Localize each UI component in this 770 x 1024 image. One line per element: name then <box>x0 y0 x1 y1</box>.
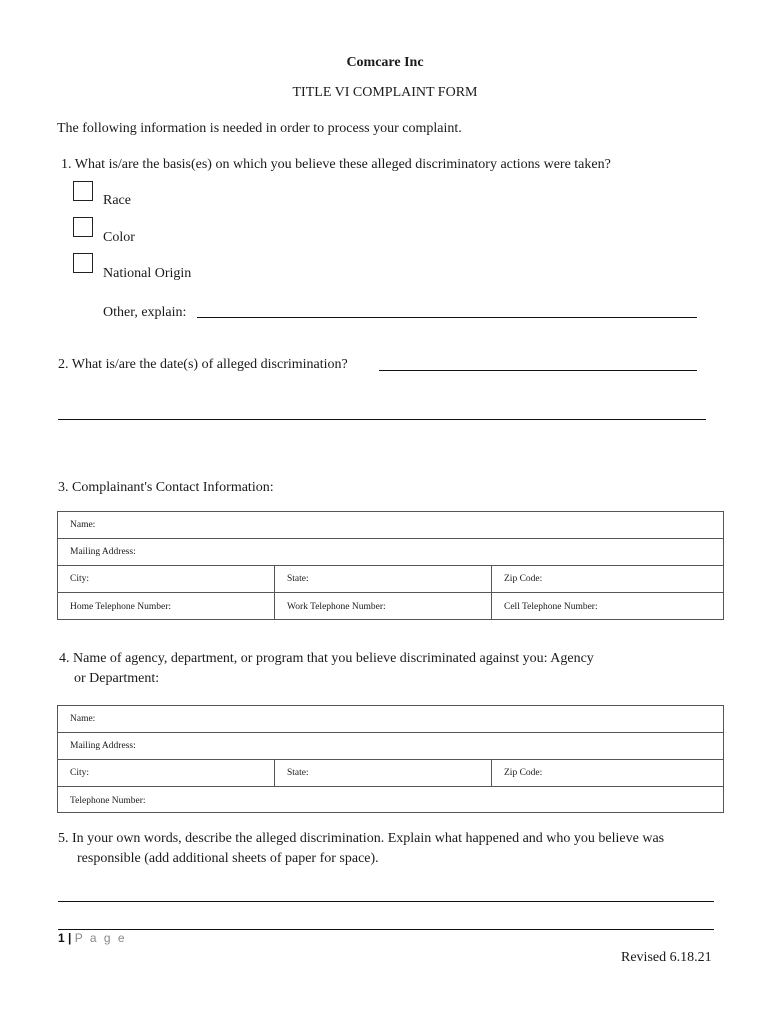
question-4-text-line2: or Department: <box>74 671 160 686</box>
race-option-label: Race <box>103 193 131 208</box>
race-checkbox[interactable] <box>73 181 93 201</box>
complainant-zip-field[interactable] <box>492 566 723 592</box>
agency-phone-field[interactable] <box>58 787 723 814</box>
complainant-contact-table <box>57 511 724 620</box>
page-word: P a g e <box>74 931 127 945</box>
agency-zip-field[interactable] <box>492 760 723 786</box>
dates-extra-line[interactable] <box>58 419 706 420</box>
page-separator: | <box>68 931 72 945</box>
city-label: City: <box>70 574 90 584</box>
color-option-label: Color <box>103 230 135 245</box>
intro-text: The following information is needed in order to process your complaint. <box>57 121 462 136</box>
state-label: State: <box>287 574 309 584</box>
city-label: City: <box>70 768 90 778</box>
question-2-text: 2. What is/are the date(s) of alleged discrimination? <box>58 357 348 372</box>
question-5-text-line1: 5. In your own words, describe the alleged discrimination. Explain what happened and who you believe was <box>58 831 665 846</box>
work-phone-label: Work Telephone Number: <box>287 601 386 612</box>
question-3-text: 3. Complainant's Contact Information: <box>58 480 274 495</box>
page-number: 1 <box>58 931 65 945</box>
zip-label: Zip Code: <box>504 574 543 584</box>
phone-label: Telephone Number: <box>70 795 146 806</box>
other-explain-field[interactable] <box>197 317 697 318</box>
form-title: TITLE VI COMPLAINT FORM <box>292 85 478 100</box>
name-label: Name: <box>70 520 96 530</box>
state-label: State: <box>287 768 309 778</box>
page-indicator <box>58 931 127 945</box>
national-origin-option-label: National Origin <box>103 266 192 281</box>
complainant-name-field[interactable] <box>58 512 723 538</box>
question-1-text: 1. What is/are the basis(es) on which you believe these alleged discriminatory actions were taken? <box>61 157 611 172</box>
agency-mailing-address-field[interactable] <box>58 733 723 759</box>
complainant-state-field[interactable] <box>275 566 492 592</box>
complainant-cell-phone-field[interactable] <box>492 593 723 620</box>
complainant-city-field[interactable] <box>58 566 275 592</box>
name-label: Name: <box>70 714 96 724</box>
revised-date: Revised 6.18.21 <box>621 950 712 965</box>
color-checkbox[interactable] <box>73 217 93 237</box>
organization-name: Comcare Inc <box>346 55 424 70</box>
zip-label: Zip Code: <box>504 768 543 778</box>
home-phone-label: Home Telephone Number: <box>70 601 171 612</box>
complainant-home-phone-field[interactable] <box>58 593 275 620</box>
question-5-text-line2: responsible (add additional sheets of paper for space). <box>77 851 379 866</box>
complainant-mailing-address-field[interactable] <box>58 539 723 565</box>
dates-field[interactable] <box>379 370 697 371</box>
agency-city-field[interactable] <box>58 760 275 786</box>
footer-divider <box>58 929 714 930</box>
cell-phone-label: Cell Telephone Number: <box>504 601 598 612</box>
agency-state-field[interactable] <box>275 760 492 786</box>
mailing-address-label: Mailing Address: <box>70 547 136 557</box>
question-4-text-line1: 4. Name of agency, department, or program that you believe discriminated against you: Agency <box>59 651 594 666</box>
national-origin-checkbox[interactable] <box>73 253 93 273</box>
other-explain-label: Other, explain: <box>103 305 187 320</box>
description-field[interactable] <box>58 901 714 902</box>
agency-name-field[interactable] <box>58 706 723 732</box>
complainant-work-phone-field[interactable] <box>275 593 492 620</box>
agency-contact-table <box>57 705 724 813</box>
mailing-address-label: Mailing Address: <box>70 741 136 751</box>
